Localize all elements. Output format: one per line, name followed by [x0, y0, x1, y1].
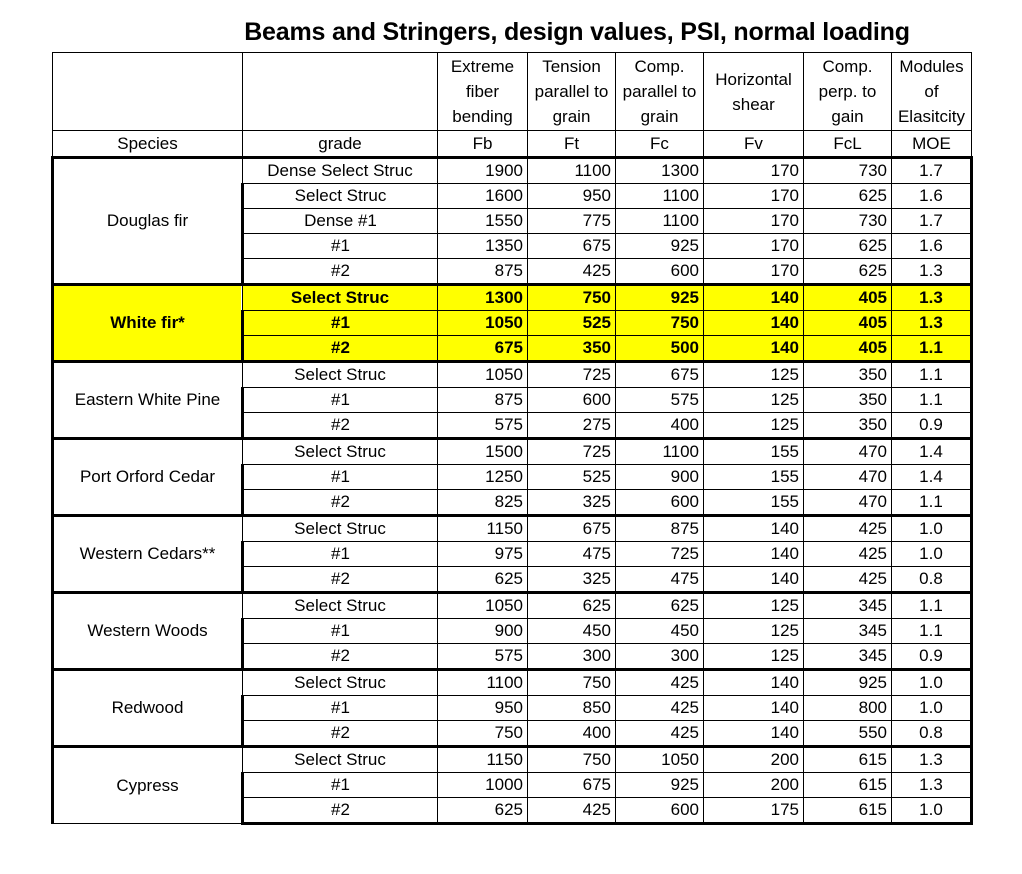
ft-value: 400	[528, 721, 616, 747]
moe-value: 1.7	[892, 209, 972, 234]
fv-value: 140	[704, 516, 804, 542]
moe-value: 1.1	[892, 619, 972, 644]
fc-value: 425	[616, 670, 704, 696]
ft-value: 675	[528, 773, 616, 798]
fc-value: 925	[616, 285, 704, 311]
fv-value: 140	[704, 670, 804, 696]
moe-value: 0.8	[892, 567, 972, 593]
table-row	[53, 670, 972, 696]
header-tension: Tension parallel to grain	[528, 53, 616, 131]
fcl-value: 615	[804, 798, 892, 824]
grade-cell: Select Struc	[243, 184, 438, 209]
fc-value: 300	[616, 644, 704, 670]
fb-value: 950	[438, 696, 528, 721]
grade-cell: #2	[243, 567, 438, 593]
fcl-value: 470	[804, 465, 892, 490]
grade-cell: Select Struc	[243, 593, 438, 619]
fc-value: 600	[616, 798, 704, 824]
fc-value: 600	[616, 259, 704, 285]
species-cell: White fir*	[53, 285, 243, 362]
species-cell: Port Orford Cedar	[53, 439, 243, 516]
fcl-value: 405	[804, 336, 892, 362]
table-row	[53, 593, 972, 619]
moe-value: 1.3	[892, 773, 972, 798]
fb-value: 825	[438, 490, 528, 516]
moe-value: 1.0	[892, 542, 972, 567]
fc-value: 675	[616, 362, 704, 388]
fcl-value: 730	[804, 209, 892, 234]
fb-value: 1900	[438, 158, 528, 184]
fcl-value: 470	[804, 439, 892, 465]
ft-value: 750	[528, 285, 616, 311]
fcl-value: 345	[804, 644, 892, 670]
moe-value: 1.1	[892, 362, 972, 388]
species-cell: Redwood	[53, 670, 243, 747]
fv-value: 140	[704, 285, 804, 311]
ft-value: 675	[528, 516, 616, 542]
species-cell: Eastern White Pine	[53, 362, 243, 439]
moe-value: 1.7	[892, 158, 972, 184]
fb-value: 1000	[438, 773, 528, 798]
fb-value: 1600	[438, 184, 528, 209]
fc-value: 575	[616, 388, 704, 413]
header-fiber-bending: Extreme fiber bending	[438, 53, 528, 131]
grade-cell: Select Struc	[243, 362, 438, 388]
fcl-value: 345	[804, 619, 892, 644]
fc-value: 1050	[616, 747, 704, 773]
fb-value: 1250	[438, 465, 528, 490]
fb-value: 1500	[438, 439, 528, 465]
fb-value: 1050	[438, 311, 528, 336]
table-row	[53, 516, 972, 542]
header-comp-parallel: Comp. parallel to grain	[616, 53, 704, 131]
subheader-species: Species	[53, 131, 243, 158]
fcl-value: 470	[804, 490, 892, 516]
species-cell: Western Woods	[53, 593, 243, 670]
fb-value: 1350	[438, 234, 528, 259]
fb-value: 1550	[438, 209, 528, 234]
fc-value: 1100	[616, 209, 704, 234]
fcl-value: 425	[804, 567, 892, 593]
fb-value: 575	[438, 413, 528, 439]
grade-cell: Select Struc	[243, 285, 438, 311]
fc-value: 500	[616, 336, 704, 362]
fc-value: 400	[616, 413, 704, 439]
fcl-value: 625	[804, 234, 892, 259]
grade-cell: #1	[243, 773, 438, 798]
fb-value: 625	[438, 798, 528, 824]
fv-value: 140	[704, 542, 804, 567]
species-cell: Western Cedars**	[53, 516, 243, 593]
fv-value: 125	[704, 388, 804, 413]
fcl-value: 625	[804, 259, 892, 285]
moe-value: 1.6	[892, 184, 972, 209]
fcl-value: 405	[804, 285, 892, 311]
fc-value: 875	[616, 516, 704, 542]
moe-value: 1.0	[892, 670, 972, 696]
fc-value: 425	[616, 696, 704, 721]
moe-value: 1.3	[892, 747, 972, 773]
fb-value: 675	[438, 336, 528, 362]
fc-value: 475	[616, 567, 704, 593]
moe-value: 1.1	[892, 593, 972, 619]
fc-value: 925	[616, 773, 704, 798]
fc-value: 1100	[616, 439, 704, 465]
fv-value: 125	[704, 644, 804, 670]
fcl-value: 350	[804, 388, 892, 413]
fc-value: 725	[616, 542, 704, 567]
fv-value: 125	[704, 619, 804, 644]
design-values-table	[51, 52, 973, 825]
page-title: Beams and Stringers, design values, PSI, normal loading	[244, 18, 910, 46]
grade-cell: Select Struc	[243, 439, 438, 465]
header-grade-blank	[243, 53, 438, 131]
ft-value: 1100	[528, 158, 616, 184]
grade-cell: Dense Select Struc	[243, 158, 438, 184]
fb-value: 875	[438, 259, 528, 285]
ft-value: 350	[528, 336, 616, 362]
fb-value: 1150	[438, 747, 528, 773]
ft-value: 775	[528, 209, 616, 234]
ft-value: 450	[528, 619, 616, 644]
grade-cell: #2	[243, 413, 438, 439]
moe-value: 1.4	[892, 465, 972, 490]
table-row	[53, 158, 972, 184]
grade-cell: #1	[243, 542, 438, 567]
grade-cell: #1	[243, 619, 438, 644]
moe-value: 0.9	[892, 644, 972, 670]
moe-value: 1.1	[892, 388, 972, 413]
fv-value: 125	[704, 593, 804, 619]
fv-value: 170	[704, 209, 804, 234]
grade-cell: #1	[243, 388, 438, 413]
fv-value: 140	[704, 696, 804, 721]
grade-cell: #2	[243, 259, 438, 285]
fcl-value: 425	[804, 542, 892, 567]
grade-cell: #2	[243, 721, 438, 747]
fcl-value: 800	[804, 696, 892, 721]
grade-cell: Select Struc	[243, 670, 438, 696]
ft-value: 675	[528, 234, 616, 259]
header-comp-perp: Comp. perp. to gain	[804, 53, 892, 131]
ft-value: 725	[528, 362, 616, 388]
header-species-blank	[53, 53, 243, 131]
subheader-row	[53, 131, 972, 158]
moe-value: 0.8	[892, 721, 972, 747]
fc-value: 925	[616, 234, 704, 259]
moe-value: 1.0	[892, 798, 972, 824]
header-row	[53, 53, 972, 131]
ft-value: 275	[528, 413, 616, 439]
fcl-value: 550	[804, 721, 892, 747]
grade-cell: #2	[243, 336, 438, 362]
fb-value: 1100	[438, 670, 528, 696]
species-cell: Douglas fir	[53, 158, 243, 285]
fb-value: 1150	[438, 516, 528, 542]
fv-value: 155	[704, 490, 804, 516]
fc-value: 600	[616, 490, 704, 516]
ft-value: 750	[528, 670, 616, 696]
moe-value: 0.9	[892, 413, 972, 439]
subheader-ft: Ft	[528, 131, 616, 158]
fcl-value: 615	[804, 747, 892, 773]
subheader-moe: MOE	[892, 131, 972, 158]
subheader-grade: grade	[243, 131, 438, 158]
fcl-value: 350	[804, 362, 892, 388]
subheader-fv: Fv	[704, 131, 804, 158]
grade-cell: #2	[243, 490, 438, 516]
subheader-fc: Fc	[616, 131, 704, 158]
ft-value: 850	[528, 696, 616, 721]
fv-value: 125	[704, 362, 804, 388]
subheader-fcl: FcL	[804, 131, 892, 158]
moe-value: 1.3	[892, 311, 972, 336]
fv-value: 200	[704, 747, 804, 773]
fc-value: 425	[616, 721, 704, 747]
grade-cell: #1	[243, 696, 438, 721]
ft-value: 625	[528, 593, 616, 619]
fcl-value: 625	[804, 184, 892, 209]
fv-value: 175	[704, 798, 804, 824]
fc-value: 450	[616, 619, 704, 644]
table-row	[53, 439, 972, 465]
fb-value: 900	[438, 619, 528, 644]
ft-value: 525	[528, 311, 616, 336]
fb-value: 975	[438, 542, 528, 567]
subheader-fb: Fb	[438, 131, 528, 158]
fc-value: 1100	[616, 184, 704, 209]
ft-value: 425	[528, 259, 616, 285]
fv-value: 140	[704, 567, 804, 593]
fcl-value: 925	[804, 670, 892, 696]
fv-value: 140	[704, 311, 804, 336]
grade-cell: #1	[243, 234, 438, 259]
fc-value: 1300	[616, 158, 704, 184]
fv-value: 170	[704, 158, 804, 184]
table-row	[53, 362, 972, 388]
fv-value: 170	[704, 234, 804, 259]
species-cell: Cypress	[53, 747, 243, 824]
grade-cell: Dense #1	[243, 209, 438, 234]
fv-value: 155	[704, 439, 804, 465]
moe-value: 1.3	[892, 285, 972, 311]
moe-value: 1.1	[892, 490, 972, 516]
header-modulus: Modules of Elasitcity	[892, 53, 972, 131]
ft-value: 300	[528, 644, 616, 670]
fb-value: 750	[438, 721, 528, 747]
fb-value: 875	[438, 388, 528, 413]
moe-value: 1.1	[892, 336, 972, 362]
fcl-value: 615	[804, 773, 892, 798]
fb-value: 575	[438, 644, 528, 670]
ft-value: 750	[528, 747, 616, 773]
ft-value: 725	[528, 439, 616, 465]
fc-value: 750	[616, 311, 704, 336]
fv-value: 155	[704, 465, 804, 490]
fcl-value: 345	[804, 593, 892, 619]
ft-value: 950	[528, 184, 616, 209]
moe-value: 1.3	[892, 259, 972, 285]
grade-cell: #1	[243, 465, 438, 490]
table-row	[53, 285, 972, 311]
fv-value: 140	[704, 336, 804, 362]
fb-value: 1050	[438, 362, 528, 388]
ft-value: 525	[528, 465, 616, 490]
ft-value: 325	[528, 567, 616, 593]
fcl-value: 425	[804, 516, 892, 542]
grade-cell: Select Struc	[243, 747, 438, 773]
fv-value: 140	[704, 721, 804, 747]
fv-value: 200	[704, 773, 804, 798]
moe-value: 1.0	[892, 696, 972, 721]
fb-value: 1300	[438, 285, 528, 311]
grade-cell: #1	[243, 311, 438, 336]
ft-value: 425	[528, 798, 616, 824]
fb-value: 1050	[438, 593, 528, 619]
ft-value: 600	[528, 388, 616, 413]
fb-value: 625	[438, 567, 528, 593]
moe-value: 1.0	[892, 516, 972, 542]
fcl-value: 405	[804, 311, 892, 336]
fc-value: 900	[616, 465, 704, 490]
table-row	[53, 747, 972, 773]
fv-value: 170	[704, 259, 804, 285]
moe-value: 1.6	[892, 234, 972, 259]
fcl-value: 350	[804, 413, 892, 439]
grade-cell: Select Struc	[243, 516, 438, 542]
header-horizontal-shear: Horizontal shear	[704, 53, 804, 131]
ft-value: 325	[528, 490, 616, 516]
fc-value: 625	[616, 593, 704, 619]
fv-value: 170	[704, 184, 804, 209]
fcl-value: 730	[804, 158, 892, 184]
ft-value: 475	[528, 542, 616, 567]
moe-value: 1.4	[892, 439, 972, 465]
grade-cell: #2	[243, 798, 438, 824]
grade-cell: #2	[243, 644, 438, 670]
fv-value: 125	[704, 413, 804, 439]
